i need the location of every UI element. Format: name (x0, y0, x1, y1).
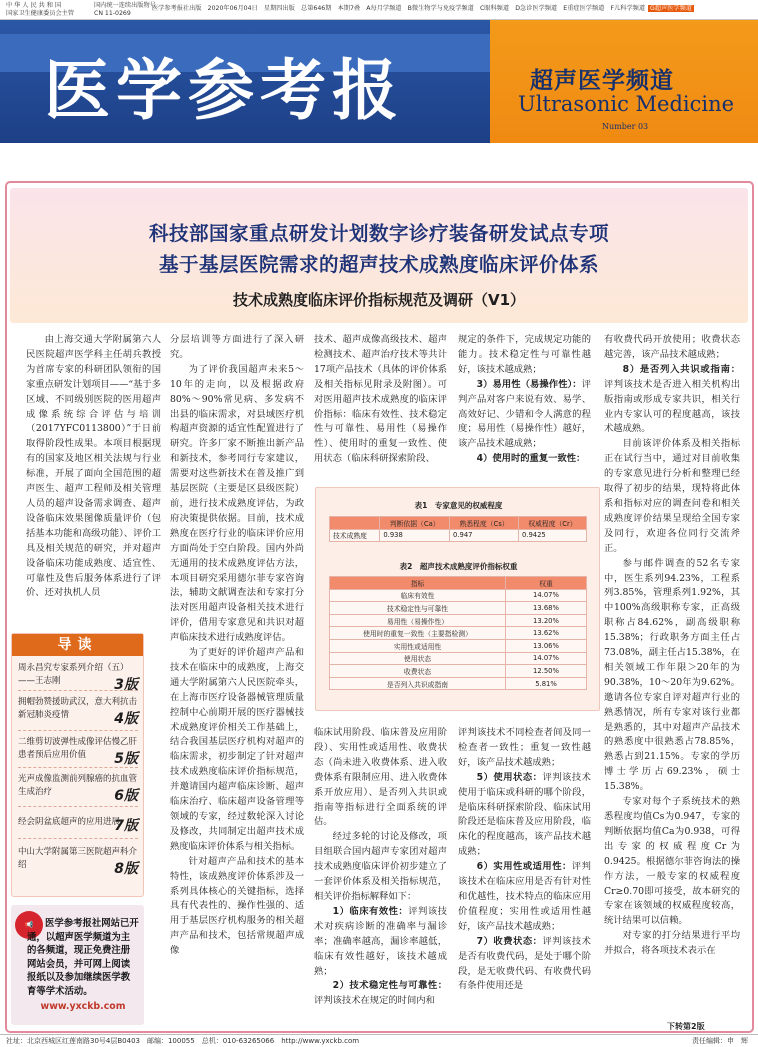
paragraph: 经过多轮的讨论及修改，项目组联合国内超声专家团对超声技术成熟度临床评价初步建立了一套评价体系及相关指标规范，相关评价指标解释如下： (314, 831, 447, 902)
table-row (330, 627, 587, 640)
serial-number (94, 2, 156, 18)
serial-line-2: CN 11-0269 (94, 10, 131, 17)
paragraph-text: 评判该技术在临床应用是否有针对性和优越性，技术特点的临床应用价值程度；实用性或适用性越好，该产品技术越成熟； (458, 861, 591, 932)
table-row (330, 677, 587, 690)
article-column-3-bottom (314, 726, 447, 1024)
divider (18, 767, 138, 768)
guide-item-page: 7版 (114, 818, 138, 834)
guide-item[interactable] (18, 736, 140, 767)
divider (18, 690, 138, 691)
subheading: 5）使用状态： (476, 771, 543, 783)
table-2 (329, 576, 587, 690)
column-header: 熟悉程度（Cs） (450, 517, 519, 530)
table-header-row (330, 517, 587, 530)
paragraph-text: 评判产品对客户来说有效、易学、高效好记、少错和令人满意的程度；易用性（易操作性）越好，该产品技术越成熟； (458, 378, 591, 450)
article-column-3-top (314, 333, 447, 483)
guide-item-page: 5版 (114, 750, 138, 767)
paragraph: 专家对每个子系统技术的熟悉程度均值Cs为0.947，专家的判断依据均值Ca为0.938，可得出专家的权威程度Cr为0.9425。根据德尔菲咨询法的操作方法，一般专家的权威程度Cr≥0.70即可接受，故本研究的专家在该领域的权威程度较高，统计结果可以信赖。 (604, 796, 740, 927)
guide-item-text: 中山大学附属第三医院超声科介绍 (18, 847, 138, 870)
divider (18, 806, 138, 807)
guide-item[interactable] (18, 662, 140, 693)
guide-item-text: 二维剪切波弹性成像评估慢乙肝患者预后应用价值 (18, 737, 138, 760)
table-cell: 是否列入共识或指南 (330, 677, 506, 690)
org-line-2: 国家卫生健康委员会主管 (6, 10, 75, 17)
table-cell: 0.938 (380, 529, 450, 542)
divider (18, 838, 138, 839)
paragraph: 目前该评价体系及相关指标正在试行当中，通过对目前收集的专家意见进行分析和整理已经取得了初步的结果，现特将此体系和指标对应的调查问卷和相关成熟度评价结果呈现给全国专家及同行，欢迎各位同行交流斧正。 (604, 438, 740, 554)
article-column-1 (26, 333, 161, 628)
table-2-caption: 表2 超声技术成熟度评价指标权重 (399, 562, 518, 571)
news-message: 医学参考报社网站已开通，以超声医学频道为主的各频道，现正免费注册网站会员，并可网上阅读报纸以及参加继续医学教育等学术活动。 (27, 918, 139, 997)
issue-meta-text: 医学参考报社出版 2020年06月04日 星期四出版 总第646期 本期7叠 A每月学频道 B微生物学与免疫学频道 C眼科频道 D急诊医学频道 E重症医学频道 F儿科学频道 (152, 5, 646, 12)
table-cell: 14.07% (506, 652, 587, 665)
guide-item-page: 3版 (114, 676, 138, 693)
table-cell: 易用性（易操作性） (330, 614, 506, 627)
footer (0, 1034, 758, 1047)
issue-meta (152, 3, 694, 12)
guide-item-page: 4版 (114, 710, 138, 727)
org-line-1: 中 华 人 民 共 和 国 (6, 2, 62, 9)
footer-address: 社址：北京西城区红莲南路30号4层B0403 邮编：100055 总机：010-63265066 http://www.yxckb.com (6, 1037, 360, 1045)
paragraph-text: 评判该技术使用于临床或科研的哪个阶段，是临床科研探索阶段、临床试用阶段还是临床普及应用阶段，临床化的程度越高，该产品技术越成熟； (458, 771, 591, 858)
paragraph: 技术、超声成像高级技术、超声检测技术、超声治疗技术等共计17项产品技术（具体的评价体系及相关指标见附录及附图）。可对医用超声技术成熟度的临床评价指标：临床有效性、技术稳定性与可靠性、易用性（易操作性）、使用时的重复一致性、使用状态（临床科研探索阶段、 (314, 334, 447, 465)
guide-item-text: 拥帽勃赞援助武汉，意大利抗击新冠肺炎疫情 (18, 697, 138, 720)
paragraph: 评判该技术不同检查者间及同一检查者一致性；重复一致性越好，该产品技术越成熟； (458, 727, 591, 768)
column-header: 权威程度（Cr） (518, 517, 586, 530)
subheading: 8）是否列入共识或指南： (622, 363, 740, 375)
table-cell: 13.06% (506, 639, 587, 652)
table-header-row (330, 577, 587, 590)
table-cell: 13.68% (506, 602, 587, 615)
paragraph: 规定的条件下，完成规定功能的能力。技术稳定性与可靠性越好，该技术越成熟； (458, 334, 591, 375)
table-cell: 使用状态 (330, 652, 506, 665)
subheading: 4）使用时的重复一致性： (476, 453, 586, 465)
table-cell: 技术稳定性与可靠性 (330, 602, 506, 615)
tables-panel (315, 487, 600, 711)
paragraph-text: 评判该技术是否进入相关机构出版指南或形成专家共识，相关行业内专家认可的程度越高，该技术越成熟。 (604, 378, 740, 435)
guide-item-page: 6版 (114, 787, 138, 804)
subheading: 6）实用性或适用性： (476, 861, 572, 873)
channel-name-en: Ultrasonic Medicine (518, 92, 735, 116)
column-header: 权重 (506, 577, 587, 590)
subheading: 2）技术稳定性与可靠性： (332, 980, 447, 992)
headline-line-2: 基于基层医院需求的超声技术成熟度临床评价体系 (158, 253, 599, 276)
table-row (330, 665, 587, 678)
table-1 (329, 516, 587, 542)
news-text (27, 917, 139, 1014)
article-column-5 (604, 333, 740, 1021)
table-row (330, 589, 587, 602)
table-cell: 技术成熟度 (330, 529, 380, 542)
channel-number: Number 03 (602, 122, 649, 131)
paragraph: 参与邮件调查的52名专家中，医生系列94.23%，工程系列3.85%，管理系列1.92%，其中100%高级职称专家，正高级职称占84.62%，副高级职称15.38%；行政职务方面主任占73.08%，副主任占15.38%，在相关领域工作年限＞20年的为90.38%，10～20年为9.62%。邀请各位专家自评对超声行业的熟悉情况，所有专家对该行业都是熟悉的，其中对超声产品技术的熟悉度中很熟悉占78.85%，熟悉占到21.15%。专家的学历博士学历占69.23%，硕士15.38%。 (604, 557, 740, 793)
guide-item-text: 光声成像监测前列腺癌的抗血管生成治疗 (18, 774, 138, 797)
paragraph: 临床试用阶段、临床普及应用阶段）、实用性或适用性、收费状态（尚未进入收费体系、进入收费体系有限制应用、进入收费体系开放应用）、是否列入共识或指南等指标进行全面系统的评估。 (314, 727, 447, 828)
article-column-4-bottom (458, 726, 591, 1024)
serial-line-1: 国内统一连续出版物号 (94, 2, 156, 9)
top-info-bar (0, 0, 758, 20)
footer-editor: 责任编辑：申 辉 (692, 1037, 748, 1045)
headline-subtitle: 技术成熟度临床评价指标规范及调研（V1） (232, 291, 526, 309)
guide-item[interactable] (18, 846, 140, 877)
table-row (330, 529, 587, 542)
article-column-4-top (458, 333, 591, 483)
masthead-channel-block (490, 20, 758, 143)
table-row (330, 652, 587, 665)
paragraph: 对专家的打分结果进行平均并拟合，将各项技术表示在 (604, 930, 740, 957)
table-cell: 12.50% (506, 665, 587, 678)
paragraph: 有收费代码开放使用；收费状态越完善，该产品技术越成熟； (604, 334, 740, 360)
table-cell: 0.947 (450, 529, 519, 542)
guide-title: 导读 (12, 634, 143, 656)
subheading: 3）易用性（易操作性）： (476, 378, 582, 390)
guide-item-text: 经会阴盆底超声的应用进展 (18, 817, 121, 827)
table-cell: 使用时的重复一致性（主要指检测） (330, 627, 506, 640)
channel-name-cn: 超声医学频道 (530, 67, 674, 94)
table-cell: 5.81% (506, 677, 587, 690)
subheading: 1）临床有效性： (332, 905, 409, 917)
news-url[interactable]: www.yxckb.com (40, 1001, 126, 1012)
table-cell: 13.62% (506, 627, 587, 640)
paragraph-text: 评判该技术对疾病诊断的准确率与漏诊率；准确率越高，漏诊率越低，临床有效性越好，该技术越成熟； (314, 905, 447, 977)
continued-note: 下转第2版 (667, 1022, 705, 1031)
table-cell: 收费状态 (330, 665, 506, 678)
guide-item[interactable] (18, 816, 140, 834)
paragraph: 由上海交通大学附属第六人民医院超声医学科主任胡兵教授为首席专家的科研团队领衔的国家重点研发计划项目——“基于多区域、不同级别医院的医用超声成像系统综合评估与培训（2017YFC0113800）”于日前取得阶段性成果。本项目根据现有的国家及地区相关法规与行业标准，开展了面向全国范围的超声医生、超声工程师及相关管理人员的超声设备需求调查、超声设备临床效果图像质量评价（包括基本功能和高级功能）、评价工具及相关规范的研究，并对超声设备临床功能成熟度、适宜性、可靠性及售后服务体系进行了评价、还对执机人员 (26, 334, 161, 599)
guide-item[interactable] (18, 696, 140, 727)
paragraph-text: 评判该技术是否有收费代码，是处于哪个阶段，是无收费代码、有收费代码有条件使用还是 (458, 935, 591, 992)
paragraph-text: 评判该技术在规定的时间内和 (314, 995, 435, 1007)
paragraph: 为了评价我国超声未来5～10年的走向，以及根据政府80%～90%常见病、多发病不出县的临床需求，对县域医疗机构超声资源的适宜性配置进行了研究。许多厂家不断推出新产品和新技术，参考同行专家建议，需要对这些新技术在普及推广到基层医院（主要是区县级医院）前，进行技术成熟度评估，为政府决策提供依据。目前，技术成熟度在医疗行业的临床评价应用方面尚处于空白阶段。国内外尚无通用的技术成熟度评估方法，本项目研究采用德尔菲专家咨询法，辅助文献调查法和专家打分法对医用超声设备相关技术进行评价，借用专家意见和共识对超声临床技术进行成熟度评估。 (170, 363, 304, 644)
guide-item-page: 8版 (114, 860, 138, 877)
current-channel-badge: G超声医学频道 (650, 5, 692, 12)
guide-item-text: 周永昌究专家系列介绍（五）——王志刚 (18, 663, 129, 686)
paragraph: 为了更好的评价超声产品和技术在临床中的成熟度，上海交通大学附属第六人民医院牵头，在上海市医疗设备器械管理质量控制中心前期开展的医疗器械技术成熟度评价相关工作基础上，结合我国基层医疗机构对超声的临床需求，初步制定了针对超声技术成熟度临床评价指标规范，并邀请国内超声临床诊断、超声临床治疗、临床超声设备管理等领域的专家，经过数轮深入讨论及修改，共同制定出超声技术成熟度临床评价体系与相关指标。 (170, 647, 304, 852)
table-row (330, 602, 587, 615)
table-cell: 13.20% (506, 614, 587, 627)
column-header: 判断依据（Ca） (380, 517, 450, 530)
article-column-2 (170, 333, 304, 1023)
paragraph: 针对超声产品和技术的基本特性，该成熟度评价体系涉及一系列具体核心的关键指标，选择具有代表性的、操作性强的、适用于基层医疗机构服务的相关超声产品和技术，包括常规超声成像 (170, 855, 304, 957)
divider (18, 730, 138, 731)
newspaper-title: 医学参考报 (44, 51, 404, 129)
publisher-org (6, 2, 74, 18)
table-cell: 实用性或适用性 (330, 639, 506, 652)
table-row (330, 639, 587, 652)
column-header (330, 517, 380, 530)
paragraph: 分层培训等方面进行了深入研究。 (170, 334, 304, 360)
masthead (0, 20, 758, 143)
guide-box (11, 633, 144, 897)
subheading: 7）收费状态： (476, 935, 543, 947)
table-cell: 0.9425 (518, 529, 586, 542)
masthead-title-block (0, 20, 490, 143)
table-cell: 14.07% (506, 589, 587, 602)
column-header: 指标 (330, 577, 506, 590)
table-cell: 临床有效性 (330, 589, 506, 602)
news-box (11, 905, 144, 1025)
table-row (330, 614, 587, 627)
table-1-caption: 表1 专家意见的权威程度 (414, 501, 503, 510)
megaphone-icon: 📢 (15, 911, 43, 939)
guide-item[interactable] (18, 773, 140, 804)
headline-line-1: 科技部国家重点研发计划数字诊疗装备研发试点专项 (148, 222, 609, 245)
